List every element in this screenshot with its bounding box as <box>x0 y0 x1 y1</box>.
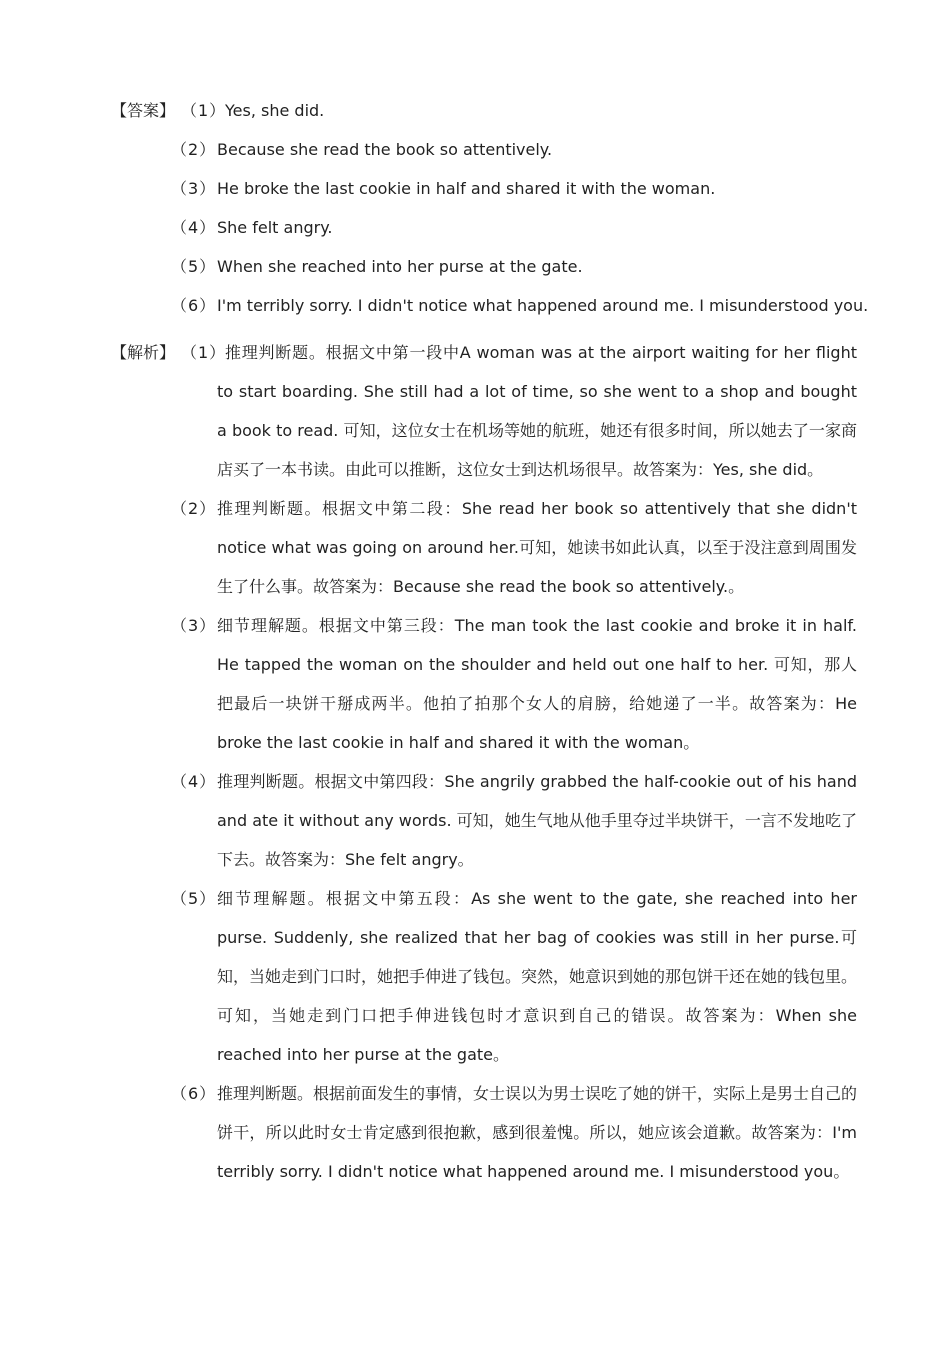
analysis-text: 推理判断题。根据文中第四段：She angrily grabbed the half-cookie out of his hand and ate it without any words. 可知，她生气地从他手里夺过半块饼干，一言不发地吃了下去。故答案为：She felt angry。 <box>217 772 857 869</box>
analysis-text: 推理判断题。根据文中第一段中A woman was at the airport waiting for her flight to start boarding. She still had a lot of time, so she went to a shop and bought a book to read. 可知，这位女士在机场等她的航班，她还有很多时间，所以她去了一家商店买了一本书读。由此可以推断，这位女士到达机场很早。故答案为：Yes, she did。 <box>217 343 857 479</box>
answer-item-4 <box>0 208 950 247</box>
analysis-text: 推理判断题。根据文中第二段：She read her book so attentively that she didn't notice what was going on around her.可知，她读书如此认真，以至于没注意到周围发生了什么事。故答案为：Because she read the book so attentively.。 <box>217 499 857 596</box>
answer-number: （4） <box>171 218 217 237</box>
answer-text: I'm terribly sorry. I didn't notice what happened around me. I misunderstood you. <box>217 296 869 315</box>
analysis-number: （6） <box>171 1084 217 1103</box>
analysis-text: 细节理解题。根据文中第三段：The man took the last cookie and broke it in half. He tapped the woman on the shoulder and held out one half to her. 可知，那人把最后一块饼干掰成两半。他拍了拍那个女人的肩膀，给她递了一半。故答案为：He broke the last cookie in half and shared it with the woman。 <box>217 616 857 752</box>
answer-text: She felt angry. <box>217 218 333 237</box>
analysis-item-5 <box>0 879 950 1074</box>
answer-text: Yes, she did. <box>225 101 325 120</box>
analysis-number: （2） <box>171 499 217 518</box>
analysis-text: 推理判断题。根据前面发生的事情，女士误以为男士误吃了她的饼干，实际上是男士自己的饼干，所以此时女士肯定感到很抱歉，感到很羞愧。所以，她应该会道歉。故答案为：I'm terribly sorry. I didn't notice what happened around me. I misunderstood you。 <box>217 1084 858 1181</box>
answer-number: （6） <box>171 296 217 315</box>
analysis-item-3 <box>0 606 950 762</box>
answer-number: （2） <box>171 140 217 159</box>
answer-number: （3） <box>171 179 217 198</box>
answer-item-2 <box>0 130 950 169</box>
analysis-item-2 <box>0 489 950 606</box>
answer-text: He broke the last cookie in half and shared it with the woman. <box>217 179 716 198</box>
analysis-item-6 <box>0 1074 950 1191</box>
analysis-item-1 <box>0 333 950 489</box>
answer-section <box>0 91 950 325</box>
analysis-number: （4） <box>171 772 217 791</box>
answer-item-6 <box>0 286 950 325</box>
answer-number: （1） <box>181 101 227 120</box>
analysis-tag: 【解析】 <box>111 343 176 362</box>
analysis-text: 细节理解题。根据文中第五段：As she went to the gate, she reached into her purse. Suddenly, she realized that her bag of cookies was still in her purse.可知，当她走到门口时，她把手伸进了钱包。突然，她意识到她的那包饼干还在她的钱包里。可知，当她走到门口把手伸进钱包时才意识到自己的错误。故答案为：When she reached into her purse at the gate。 <box>217 889 858 1064</box>
analysis-number: （3） <box>171 616 217 635</box>
analysis-number: （1） <box>181 343 227 362</box>
analysis-number: （5） <box>171 889 217 908</box>
answer-item-1 <box>0 91 950 130</box>
answer-item-3 <box>0 169 950 208</box>
answer-number: （5） <box>171 257 217 276</box>
analysis-item-4 <box>0 762 950 879</box>
answer-text: When she reached into her purse at the gate. <box>217 257 583 276</box>
analysis-section <box>0 333 950 1191</box>
answer-tag: 【答案】 <box>111 101 176 120</box>
answer-item-5 <box>0 247 950 286</box>
answer-text: Because she read the book so attentively. <box>217 140 553 159</box>
